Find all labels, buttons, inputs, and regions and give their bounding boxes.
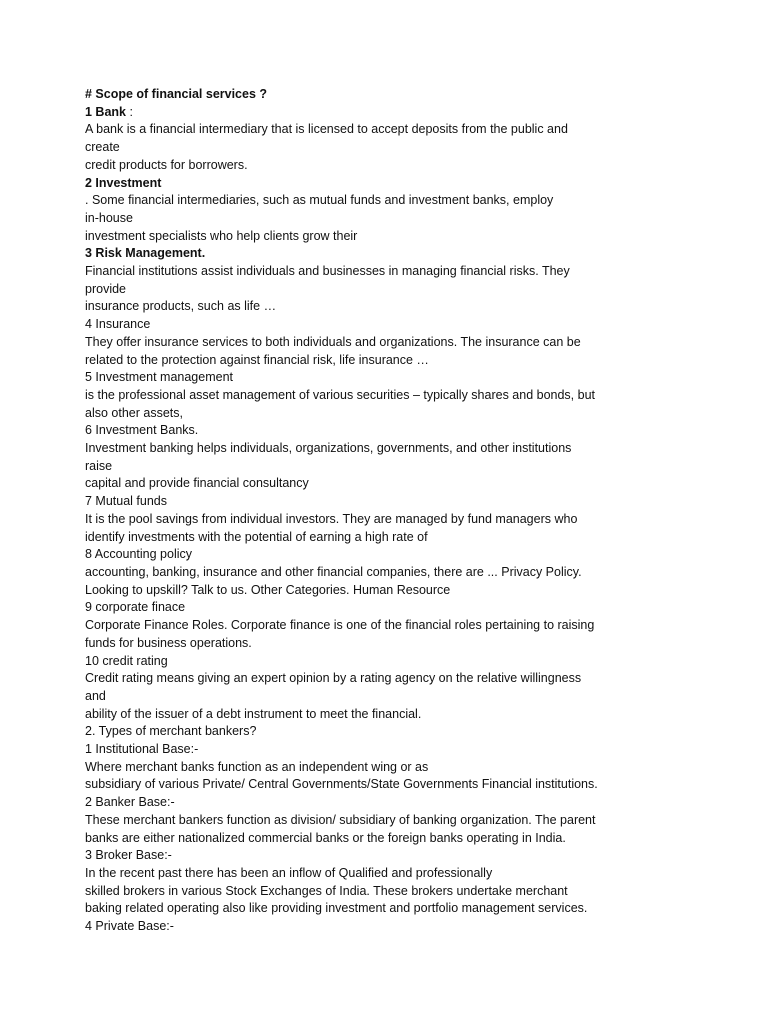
- text-line: 3 Broker Base:-: [85, 848, 172, 863]
- text-line: and: [85, 688, 106, 703]
- text-line: is the professional asset management of various securities – typically shares and bonds, but: [85, 387, 595, 402]
- text-line: # Scope of financial services ?: [85, 87, 268, 101]
- text-line: capital and provide financial consultancy: [85, 476, 309, 491]
- text-line: banks are either nationalized commercial banks or the foreign banks operating in India.: [85, 830, 566, 845]
- text-line: 1 Institutional Base:-: [85, 742, 199, 757]
- text-line: ability of the issuer of a debt instrument to meet the financial.: [85, 706, 422, 721]
- text-line: Where merchant banks function as an independent wing or as: [85, 759, 429, 774]
- text-line: funds for business operations.: [85, 635, 252, 650]
- text-line: raise: [85, 458, 113, 473]
- text-line: subsidiary of various Private/ Central Governments/State Governments Financial institutions.: [85, 777, 598, 792]
- text-line: They offer insurance services to both individuals and organizations. The insurance can be: [85, 334, 581, 349]
- text-line: 9 corporate finace: [85, 600, 186, 615]
- text-line: 5 Investment management: [85, 370, 233, 385]
- text-line: 10 credit rating: [85, 653, 168, 668]
- text-line: investment specialists who help clients grow their: [85, 228, 358, 243]
- text-line: 7 Mutual funds: [85, 494, 167, 509]
- text-line: also other assets,: [85, 405, 183, 420]
- document-body: [85, 86, 725, 936]
- text-line: Financial institutions assist individuals and businesses in managing financial risks. They: [85, 264, 570, 279]
- text-line: Credit rating means giving an expert opinion by a rating agency on the relative willingness: [85, 671, 582, 686]
- text-line: In the recent past there has been an inflow of Qualified and professionally: [85, 865, 493, 880]
- text-line: 3 Risk Management.: [85, 246, 206, 261]
- text-line: 8 Accounting policy: [85, 547, 193, 562]
- text-line: 2 Banker Base:-: [85, 795, 175, 810]
- text-line: 6 Investment Banks.: [85, 423, 199, 438]
- text-line: in-house: [85, 210, 133, 225]
- text-line: 2. Types of merchant bankers?: [85, 724, 257, 739]
- text-segment: :: [126, 104, 133, 119]
- text-line: baking related operating also like providing investment and portfolio management services.: [85, 901, 588, 916]
- text-line: 4 Insurance: [85, 317, 151, 332]
- text-line: insurance products, such as life …: [85, 299, 277, 314]
- text-line: These merchant bankers function as division/ subsidiary of banking organization. The parent: [85, 812, 596, 827]
- text-line: It is the pool savings from individual investors. They are managed by fund managers who: [85, 511, 578, 526]
- text-line: create: [85, 140, 120, 155]
- text-line: skilled brokers in various Stock Exchanges of India. These brokers undertake merchant: [85, 883, 568, 898]
- text-segment: 1 Bank: [85, 104, 126, 119]
- text-line: [85, 104, 725, 122]
- text-line: Investment banking helps individuals, organizations, governments, and other institutions: [85, 441, 572, 456]
- text-line: 2 Investment: [85, 175, 162, 190]
- text-line: 4 Private Base:-: [85, 919, 174, 934]
- text-line: identify investments with the potential of earning a high rate of: [85, 529, 428, 544]
- text-line: credit products for borrowers.: [85, 157, 248, 172]
- text-line: Corporate Finance Roles. Corporate finance is one of the financial roles pertaining to raising: [85, 618, 595, 633]
- text-line: related to the protection against financial risk, life insurance …: [85, 352, 429, 367]
- text-line: . Some financial intermediaries, such as mutual funds and investment banks, employ: [85, 193, 554, 208]
- text-line: A bank is a financial intermediary that is licensed to accept deposits from the public and: [85, 122, 568, 137]
- text-line: Looking to upskill? Talk to us. Other Categories. Human Resource: [85, 582, 451, 597]
- text-line: accounting, banking, insurance and other financial companies, there are ... Privacy Policy.: [85, 564, 582, 579]
- text-line: provide: [85, 281, 126, 296]
